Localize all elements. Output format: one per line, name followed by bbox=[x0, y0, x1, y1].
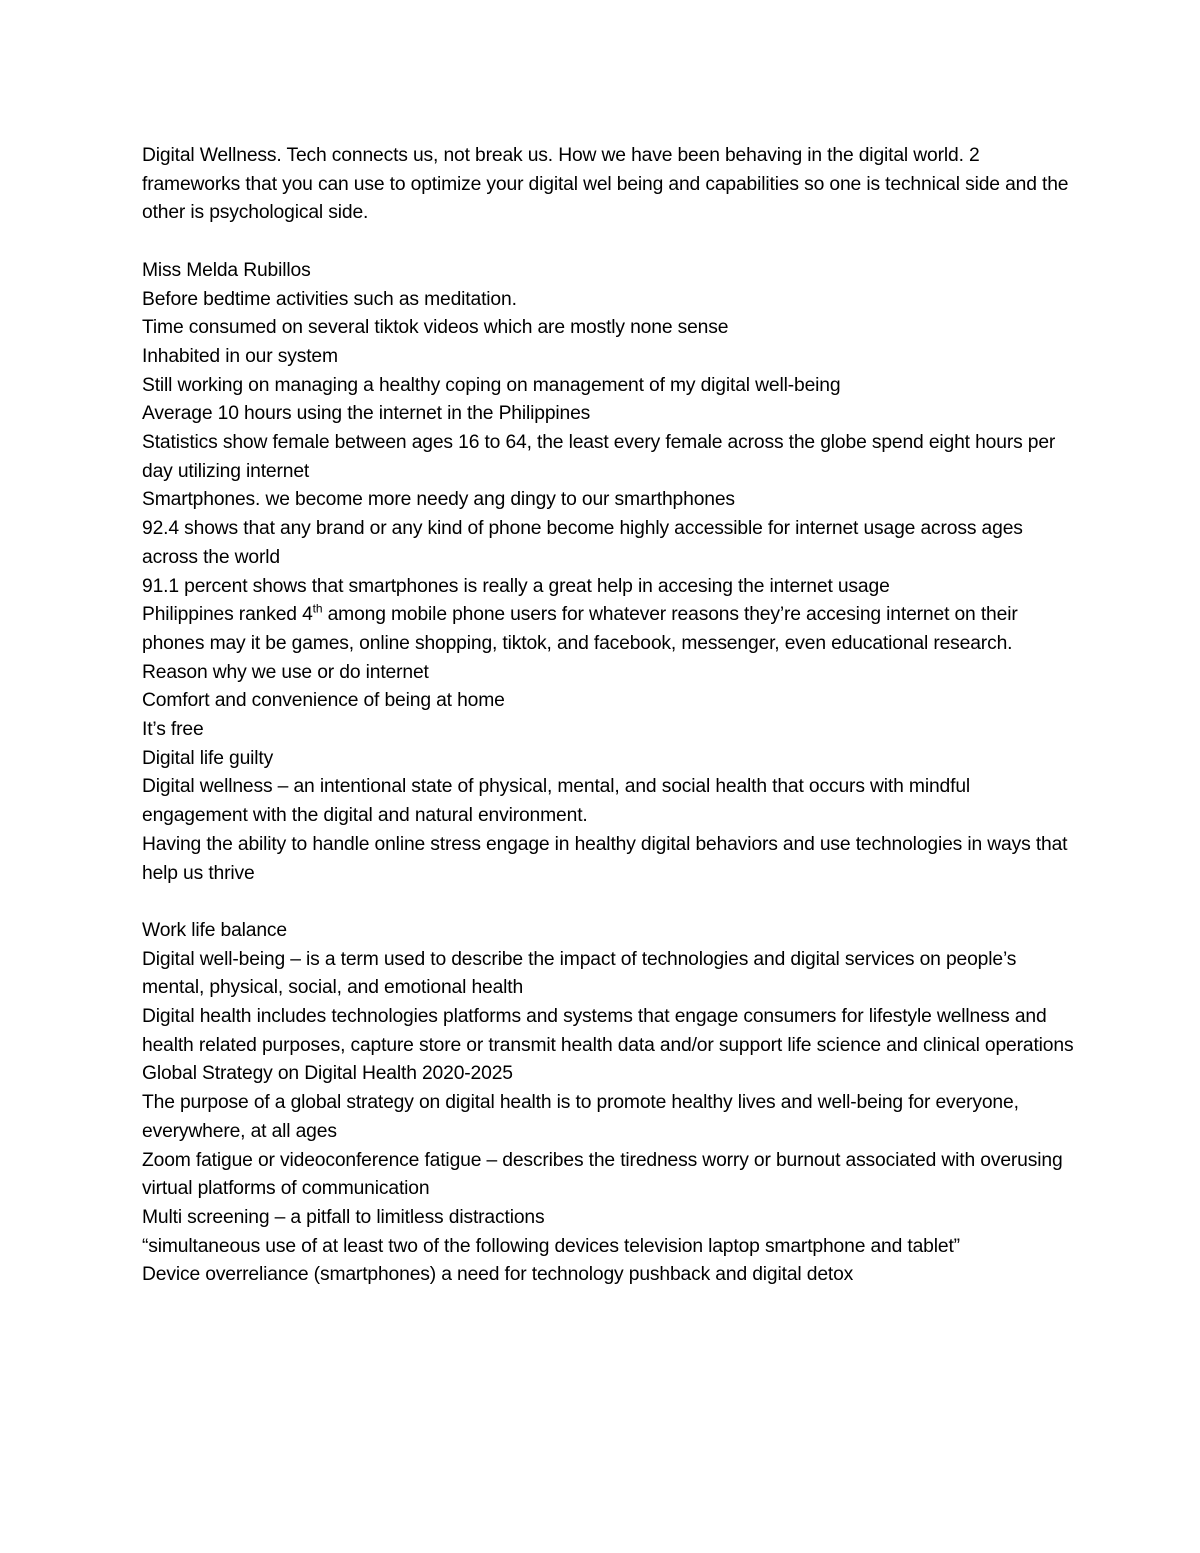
speaker-name: Miss Melda Rubillos bbox=[142, 259, 311, 281]
note-line: Having the ability to handle online stress engage in healthy digital behaviors and use technologies in ways that help us thrive bbox=[142, 833, 1068, 884]
document-body bbox=[142, 142, 1077, 1290]
note-line: Digital wellness – an intentional state of physical, mental, and social health that occurs with mindful engagement with the digital and natural environment. bbox=[142, 776, 971, 827]
paragraph-spacer bbox=[142, 888, 1077, 917]
note-line: “simultaneous use of at least two of the following devices television laptop smartphone and tablet” bbox=[142, 1235, 960, 1257]
ranked-line bbox=[142, 601, 1077, 658]
note-line: Digital health includes technologies platforms and systems that engage consumers for lifestyle wellness and health related purposes, capture store or transmit health data and/or support life science and clinical operations bbox=[142, 1006, 1074, 1056]
note-line: Digital life guilty bbox=[142, 747, 274, 769]
note-line: Device overreliance (smartphones) a need for technology pushback and digital detox bbox=[142, 1264, 854, 1286]
note-line: Multi screening – a pitfall to limitless distractions bbox=[142, 1206, 545, 1228]
note-line: Smartphones. we become more needy ang dingy to our smarthphones bbox=[142, 489, 735, 511]
note-line: Still working on managing a healthy coping on management of my digital well-being bbox=[142, 374, 841, 396]
ordinal-superscript: th bbox=[312, 601, 323, 616]
note-line: It’s free bbox=[142, 719, 204, 741]
note-line: Global Strategy on Digital Health 2020-2025 bbox=[142, 1063, 513, 1085]
ranked-text-after: among mobile phone users for whatever reasons they’re accesing internet on their phones may it be games, online shopping, tiktok, and facebook, messenger, even educational research. bbox=[142, 604, 1018, 654]
intro-paragraph: Digital Wellness. Tech connects us, not break us. How we have been behaving in the digital world. 2 frameworks that you can use to optimize your digital wel being and capabilities so one is technical side and the other is psychological side. bbox=[142, 145, 1069, 224]
note-line: Comfort and convenience of being at home bbox=[142, 690, 505, 712]
paragraph-spacer bbox=[142, 228, 1077, 257]
note-line: Inhabited in our system bbox=[142, 345, 338, 367]
note-line: The purpose of a global strategy on digital health is to promote healthy lives and well-being for everyone, everywhere, at all ages bbox=[142, 1092, 1019, 1142]
note-line: Average 10 hours using the internet in the Philippines bbox=[142, 403, 591, 425]
ranked-text-before: Philippines ranked 4 bbox=[142, 604, 313, 626]
note-line: Reason why we use or do internet bbox=[142, 661, 429, 683]
note-line: Before bedtime activities such as meditation. bbox=[142, 288, 517, 310]
note-line: Zoom fatigue or videoconference fatigue – describes the tiredness worry or burnout associated with overusing virtual platforms of communication bbox=[142, 1149, 1063, 1200]
note-line: 92.4 shows that any brand or any kind of phone become highly accessible for internet usage across ages across the world bbox=[142, 518, 1023, 568]
note-line: Digital well-being – is a term used to describe the impact of technologies and digital services on people’s mental, physical, social, and emotional health bbox=[142, 948, 1017, 999]
section-heading: Work life balance bbox=[142, 919, 287, 941]
note-line: 91.1 percent shows that smartphones is really a great help in accesing the internet usage bbox=[142, 575, 890, 597]
note-line: Time consumed on several tiktok videos which are mostly none sense bbox=[142, 317, 729, 339]
note-line: Statistics show female between ages 16 to 64, the least every female across the globe spend eight hours per day utilizing internet bbox=[142, 432, 1056, 482]
